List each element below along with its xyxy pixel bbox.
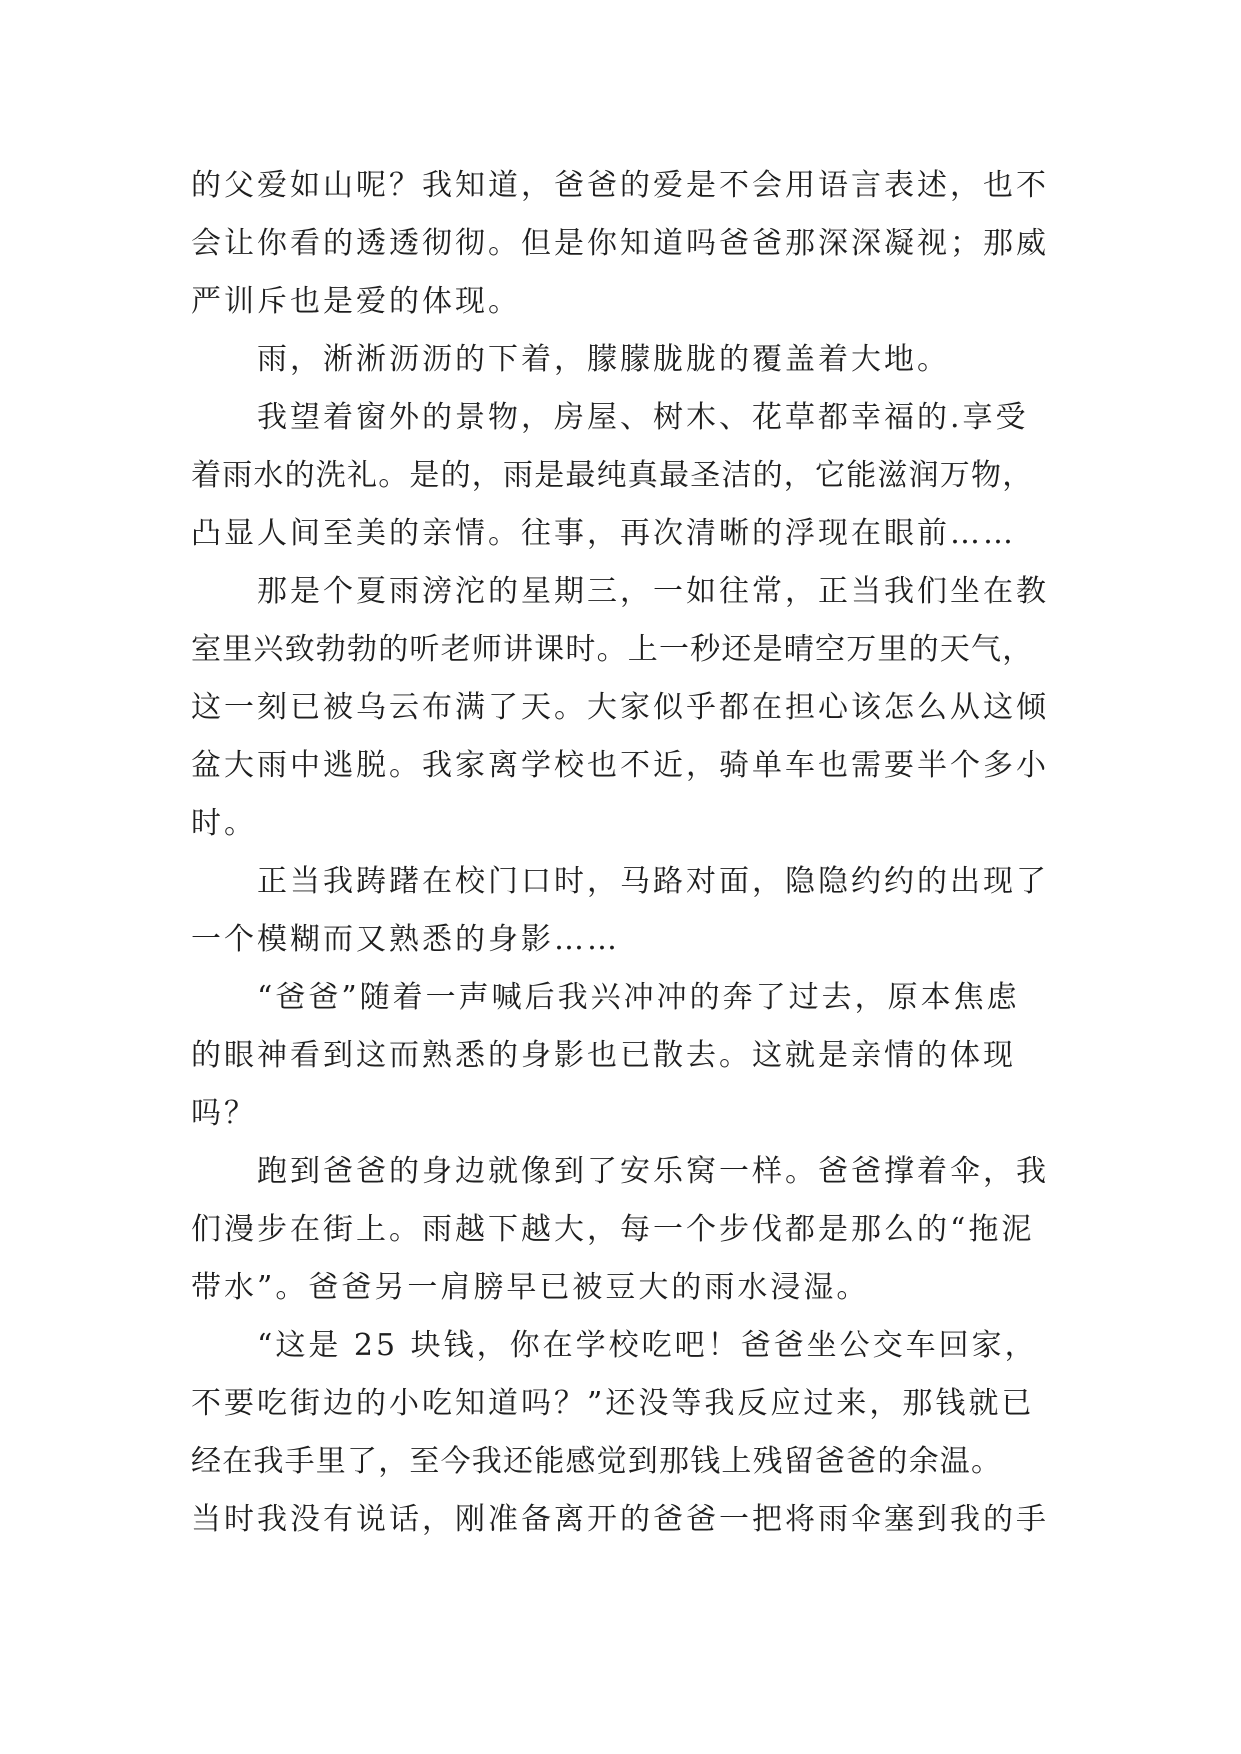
paragraph-start-line: 正当我踌躇在校门口时，马路对面，隐隐约约的出现了 bbox=[257, 864, 1049, 899]
paragraph-start-line: 我望着窗外的景物，房屋、树木、花草都幸福的.享受 bbox=[257, 400, 1029, 435]
text-line: 盆大雨中逃脱。我家离学校也不近，骑单车也需要半个多小 bbox=[191, 748, 1049, 783]
text-line: 当时我没有说话，刚准备离开的爸爸一把将雨伞塞到我的手 bbox=[191, 1502, 1049, 1537]
text-line: 不要吃街边的小吃知道吗？”还没等我反应过来，那钱就已 bbox=[191, 1386, 1035, 1421]
paragraph-start-line: 那是个夏雨滂沱的星期三，一如往常，正当我们坐在教 bbox=[257, 574, 1049, 609]
text-line: 这一刻已被乌云布满了天。大家似乎都在担心该怎么从这倾 bbox=[191, 690, 1049, 725]
essay-body bbox=[191, 157, 1061, 1549]
text-line: 们漫步在街上。雨越下越大，每一个步伐都是那么的“拖泥 bbox=[191, 1212, 1035, 1247]
text-line: 吗？ bbox=[191, 1096, 257, 1131]
text-line: 凸显人间至美的亲情。往事，再次清晰的浮现在眼前…… bbox=[191, 516, 1016, 551]
text-line: 着雨水的洗礼。是的，雨是最纯真最圣洁的，它能滋润万物， bbox=[191, 458, 1034, 493]
text-line: 一个模糊而又熟悉的身影…… bbox=[191, 922, 620, 957]
paragraph-start-line: “这是 25 块钱，你在学校吃吧！爸爸坐公交车回家， bbox=[257, 1328, 1038, 1363]
paragraph-start-line: 雨，淅淅沥沥的下着，朦朦胧胧的覆盖着大地。 bbox=[257, 342, 950, 377]
text-line: 室里兴致勃勃的听老师讲课时。上一秒还是晴空万里的天气， bbox=[191, 632, 1034, 667]
text-line: 严训斥也是爱的体现。 bbox=[191, 284, 521, 319]
paragraph-start-line: “爸爸”随着一声喊后我兴冲冲的奔了过去，原本焦虑 bbox=[257, 980, 1020, 1015]
text-line: 时。 bbox=[191, 806, 257, 841]
paragraph-start-line: 跑到爸爸的身边就像到了安乐窝一样。爸爸撑着伞，我 bbox=[257, 1154, 1049, 1189]
text-line: 经在我手里了，至今我还能感觉到那钱上残留爸爸的余温。 bbox=[191, 1444, 1003, 1479]
text-line: 的眼神看到这而熟悉的身影也已散去。这就是亲情的体现 bbox=[191, 1038, 1016, 1073]
text-line: 会让你看的透透彻彻。但是你知道吗爸爸那深深凝视；那威 bbox=[191, 226, 1049, 261]
text-line: 带水”。爸爸另一肩膀早已被豆大的雨水浸湿。 bbox=[191, 1270, 870, 1305]
text-line: 的父爱如山呢？我知道，爸爸的爱是不会用语言表述，也不 bbox=[191, 168, 1049, 203]
